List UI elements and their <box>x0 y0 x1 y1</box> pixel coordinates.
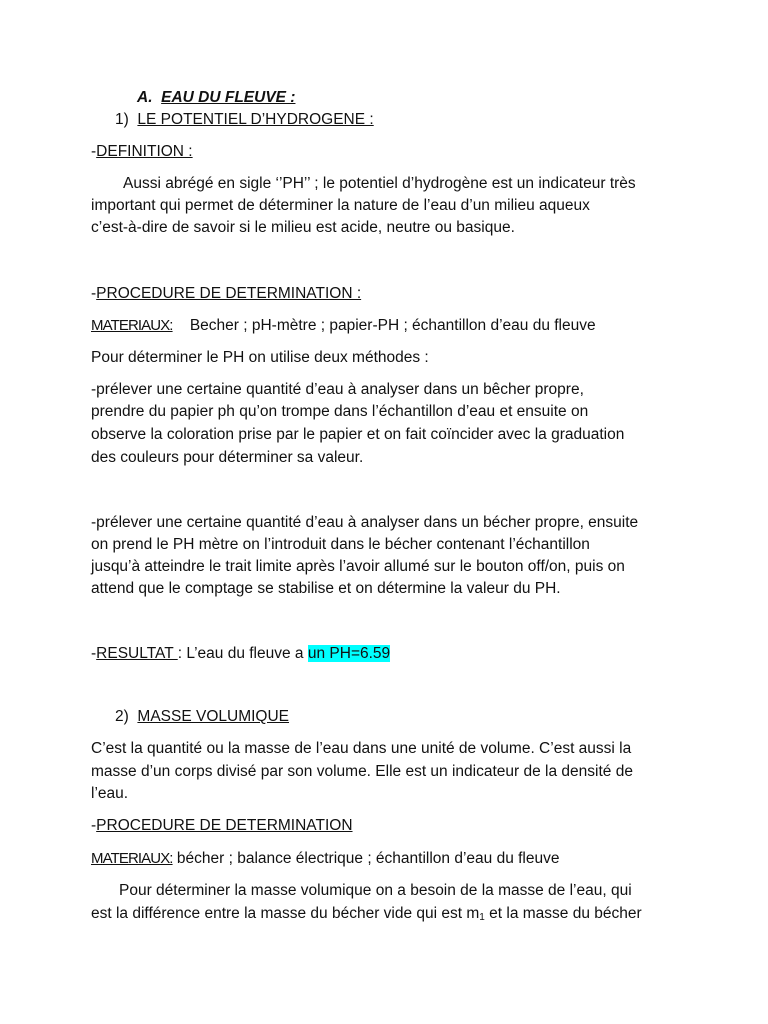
subsection-1-number: 1) <box>115 111 129 128</box>
materiaux-2 <box>91 849 560 869</box>
procedure-2-para-line <box>91 904 642 928</box>
masse-volumique-line: C’est la quantité ou la masse de l’eau dans une unité de volume. C’est aussi la <box>91 740 632 757</box>
procedure-1-heading <box>91 284 361 304</box>
procedure-1-prefix: - <box>91 285 97 302</box>
definition-line: important qui permet de déterminer la nature de l’eau d’un milieu aqueux <box>91 197 590 214</box>
subsection-1-title: LE POTENTIEL D’HYDROGENE : <box>137 111 374 128</box>
subsection-2-number: 2) <box>115 708 129 725</box>
method-2-line: jusqu’à atteindre le trait limite après l’avoir allumé sur le bouton off/on, puis on <box>91 558 625 575</box>
definition-line: Aussi abrégé en sigle ‘’PH’’ ; le potentiel d’hydrogène est un indicateur très <box>123 175 636 192</box>
subsection-2-heading <box>115 707 289 727</box>
materiaux-2-text: bécher ; balance électrique ; échantillon d’eau du fleuve <box>176 850 560 867</box>
subsection-1-heading <box>115 110 374 130</box>
materiaux-1-text: Becher ; pH-mètre ; papier-PH ; échantillon d’eau du fleuve <box>189 317 596 334</box>
procedure-1-title: PROCEDURE DE DETERMINATION : <box>96 285 362 302</box>
definition-title: DEFINITION : <box>96 143 193 160</box>
method-1-line: prendre du papier ph qu’on trompe dans l’échantillon d’eau et ensuite on <box>91 403 589 420</box>
definition-heading <box>91 142 193 162</box>
method-2-line: -prélever une certaine quantité d’eau à analyser dans un bécher propre, ensuite <box>91 514 639 531</box>
procedure-2-title: PROCEDURE DE DETERMINATION <box>96 817 353 834</box>
materiaux-1-label: MATERIAUX: <box>91 317 173 334</box>
m1-subscript: 1 <box>479 912 485 923</box>
section-a-letter: A. <box>137 89 153 106</box>
method-1-line: des couleurs pour déterminer sa valeur. <box>91 449 364 466</box>
procedure-2-heading <box>91 816 353 836</box>
masse-volumique-line: masse d’un corps divisé par son volume. Elle est un indicateur de la densité de <box>91 763 633 780</box>
section-a-title: EAU DU FLEUVE : <box>161 89 296 106</box>
procedure-1-intro: Pour déterminer le PH on utilise deux méthodes : <box>91 349 429 366</box>
materiaux-1 <box>91 316 596 336</box>
procedure-2-prefix: - <box>91 817 97 834</box>
resultat-value: un PH=6.59 <box>307 645 391 662</box>
definition-line: c’est-à-dire de savoir si le milieu est acide, neutre ou basique. <box>91 219 515 236</box>
method-1-line: -prélever une certaine quantité d’eau à analyser dans un bêcher propre, <box>91 381 584 398</box>
method-1-line: observe la coloration prise par le papier et on fait coïncider avec la graduation <box>91 426 625 443</box>
resultat-text: : L’eau du fleuve a <box>177 645 308 662</box>
procedure-2-para-line: Pour déterminer la masse volumique on a besoin de la masse de l’eau, qui <box>119 882 632 899</box>
materiaux-2-label: MATERIAUX: <box>91 850 173 867</box>
definition-prefix: - <box>91 143 97 160</box>
subsection-2-title: MASSE VOLUMIQUE <box>137 708 290 725</box>
resultat-line <box>91 644 390 664</box>
method-2-line: attend que le comptage se stabilise et on détermine la valeur du PH. <box>91 580 561 597</box>
resultat-prefix: - <box>91 645 97 662</box>
section-a-heading <box>137 88 295 108</box>
procedure-2-para-text-a: est la différence entre la masse du bécher vide qui est m <box>91 905 480 922</box>
procedure-2-para-text-b: et la masse du bécher <box>484 905 642 922</box>
masse-volumique-line: l’eau. <box>91 785 129 802</box>
method-2-line: on prend le PH mètre on l’introduit dans le bécher contenant l’échantillon <box>91 536 590 553</box>
resultat-label: RESULTAT <box>96 645 178 662</box>
